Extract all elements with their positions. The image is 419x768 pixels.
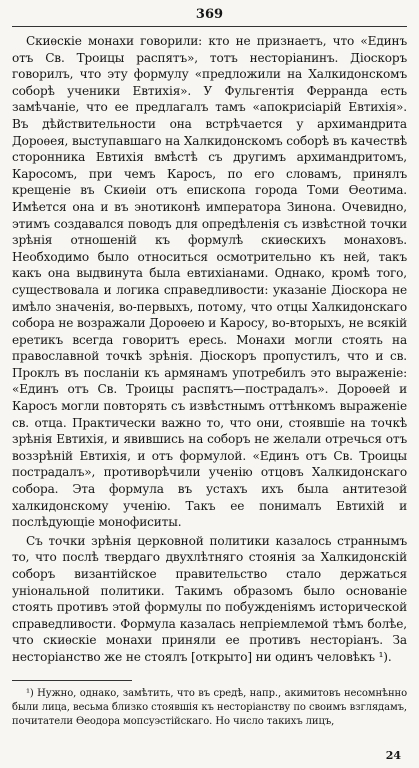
footnote-rule (12, 680, 132, 681)
header-rule (12, 26, 407, 27)
page-number: 369 (195, 7, 224, 22)
paragraph-2: Съ точки зрѣнія церковной политики казалось страннымъ то, что послѣ твердаго двухлѣтняго стоянія за Халкидонскій соборъ византійское правительство стало держаться уніональной политики. Такимъ образомъ было основаніе стоять противъ этой формулы по побужденіямъ исторической справедливости. Формула казалась непріемлемой тѣмъ болѣе, что скиѳскіе монахи приняли ее противъ несторіанъ. За несторіанство же не стоялъ [открыто] ни одинъ человѣкъ ¹). (12, 533, 407, 664)
printer-signature-mark: 24 (385, 749, 401, 762)
paragraph-1: Скиѳскіе монахи говорили: кто не признаетъ, что «Единъ отъ Св. Троицы распятъ», тотъ несторіанинъ. Діоскоръ говорилъ, что эту формулу «предложили на Халкидонскомъ соборѣ ученики Евтихія». У Фульгентія Ферранда есть замѣчаніе, что ее предлагалъ тамъ «апокрисіарій Евтихія». Въ дѣйствительности она встрѣчается у архимандрита Дороѳея, выступавшаго на Халкидонскомъ соборѣ въ качествѣ сторонника Евтихія вмѣстѣ съ другимъ архимандритомъ, Каросомъ, при чемъ Каросъ, по его словамъ, принялъ крещеніе въ Скиѳіи отъ епископа города Томи Ѳеотима. Имѣется она и въ энотиконѣ императора Зинона. Очевидно, этимъ создавался поводъ для опредѣленія съ извѣстной точки зрѣнія отношеній къ формулѣ скиѳскихъ монаховъ. Необходимо было относиться осмотрительно къ ней, такъ какъ она выдвинута была евтихіанами. Однако, кромѣ того, существовала и логика справедливости: указаніе Діоскора не имѣло значенія, во-первыхъ, потому, что отцы Халкидонскаго собора не возражали Дороѳею и Каросу, во-вторыхъ, не всякій еретикъ всегда говоритъ ересь. Монахи могли стоять на православной точкѣ зрѣнія. Діоскоръ пропустилъ, что и св. Проклъ въ посланіи къ армянамъ употребилъ это выраженіе: «Единъ отъ Св. Троицы распятъ—пострадалъ». Дороѳей и Каросъ могли повторять съ извѣстнымъ оттѣнкомъ выраженіе св. отца. Практически важно то, что они, стоявшіе на точкѣ зрѣнія Евтихія, и явившись на соборъ не желали отречься отъ воззрѣній Евтихія, и отъ формулой. «Единъ отъ Св. Троицы пострадалъ», противорѣчили ученію отцовъ Халкидонскаго собора. Эта формула въ устахъ ихъ была антитезой халкидонскому ученію. Такъ ее понималъ Евтихій и послѣдующіе монофиситы. (12, 34, 407, 530)
footnote: ¹) Нужно, однако, замѣтить, что въ средѣ, напр., акимитовъ несомнѣнно были лица, весьма близко стоявшія къ несторіанству по своимъ взглядамъ, почитатели Ѳеодора мопсуэстійскаго. Но число такихъ лицъ, (12, 687, 407, 727)
